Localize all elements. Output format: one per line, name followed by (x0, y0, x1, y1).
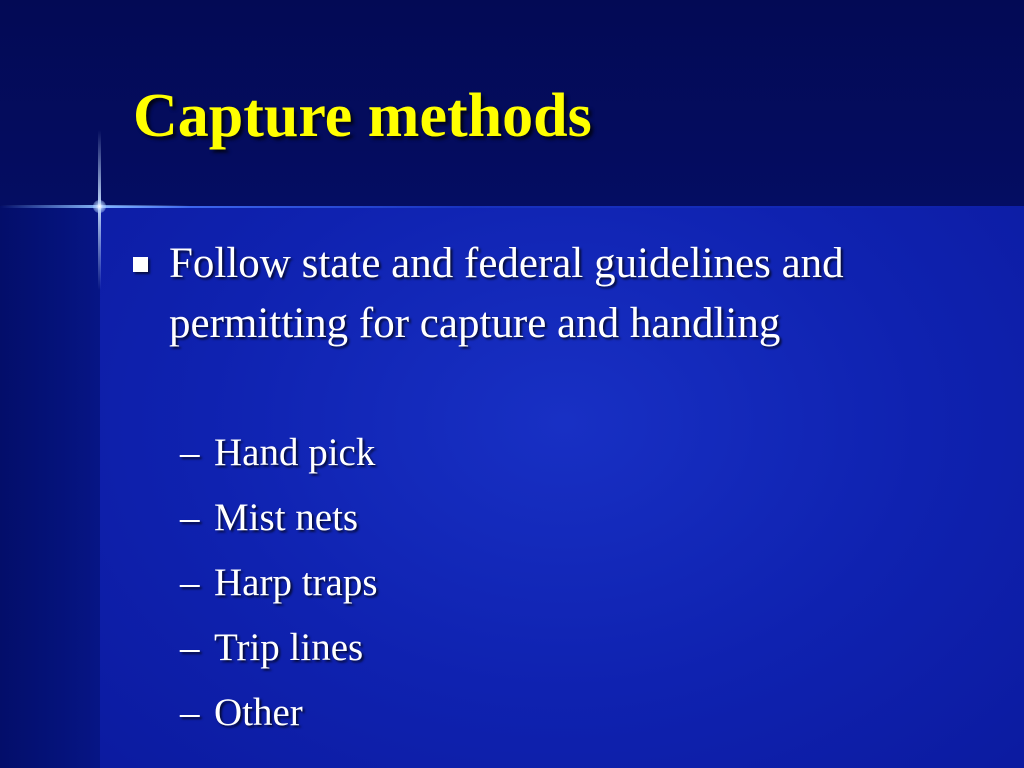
dash-bullet-icon: – (180, 561, 200, 604)
sub-bullet-text: Trip lines (214, 626, 364, 669)
sub-bullet-text: Mist nets (214, 496, 359, 539)
slide-title: Capture methods (133, 82, 592, 150)
sub-bullet-item (180, 485, 378, 550)
dash-bullet-icon: – (180, 691, 200, 734)
sub-bullet-item (180, 615, 378, 680)
sub-bullet-item (180, 550, 378, 615)
sub-bullet-item (180, 680, 378, 745)
light-flare-center (93, 200, 106, 213)
sub-bullet-text: Harp traps (214, 561, 378, 604)
sub-bullet-text: Other (214, 691, 303, 734)
square-bullet-icon (133, 257, 148, 272)
sub-bullet-item (180, 420, 378, 485)
dash-bullet-icon: – (180, 431, 200, 474)
sub-bullet-text: Hand pick (214, 431, 376, 474)
dash-bullet-icon: – (180, 626, 200, 669)
sub-bullet-list (180, 420, 378, 745)
dash-bullet-icon: – (180, 496, 200, 539)
bullet-text: Follow state and federal guidelines and permitting for capture and handling (169, 240, 844, 347)
title-divider-glow (100, 206, 1024, 208)
